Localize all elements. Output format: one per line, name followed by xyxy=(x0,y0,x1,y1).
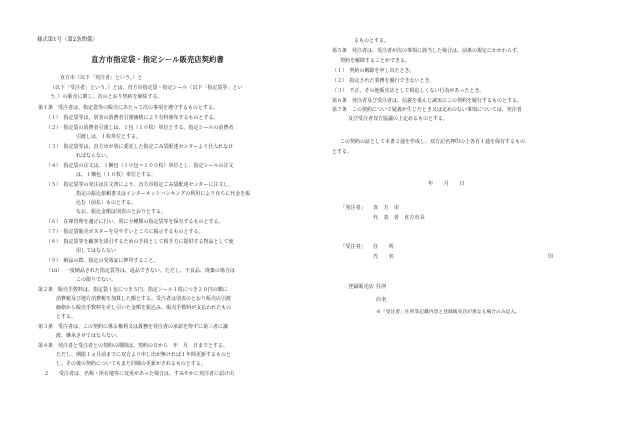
receiver-address-label: 住 所 xyxy=(373,244,394,250)
text-line: 価格から販売手数料を差し引いた金額を振込み、販売手数料が支払われたもの xyxy=(56,305,232,311)
store-label: 登録販売店 xyxy=(348,284,374,290)
text-line: は、１梱包（１０枚）単位とする。 xyxy=(76,172,157,178)
text-line: とする。 xyxy=(332,149,353,155)
text-line: とする。 xyxy=(56,314,77,320)
text-line: （６） 在庫管理を適正に行い、常に全種類の指定袋等を保有するものとする。 xyxy=(46,219,224,225)
receiver-label: 「受注者」 xyxy=(340,244,366,250)
text-line: （以下「受注者」という。）とは、直方市指定袋・指定シール（以下「指定袋等」とい xyxy=(50,85,243,91)
text-line: 第６条 発注者及び受注者は、信義を重んじ誠実にこの契約を履行するものとする。 xyxy=(332,98,523,104)
issuer-rep-name: 直方市長 xyxy=(404,215,425,221)
document-title: 直方市指定袋・指定シール販売店契約書 xyxy=(91,55,224,64)
text-line: 第１条 受注者は、指定袋等の販売にあたって次の事項を遵守するものとする。 xyxy=(38,105,219,111)
text-line: この限りでない。 xyxy=(76,277,117,283)
text-line: （８） 指定袋等を顧客を誘引するための手段として相手方に提供する物品として使 xyxy=(46,239,234,245)
text-line: （４） 指定袋の注文は、１梱包（１０包＝１００枚）単位とし、指定シールの注文 xyxy=(46,163,234,169)
text-line: なお、振込金額は別表のとおりとする。 xyxy=(76,209,167,215)
text-line: 及び受注者双方協議の上定めるものとする。 xyxy=(348,116,449,122)
text-line: 渡、継承させてはならない。 xyxy=(56,333,122,339)
text-line: 契約を解除することができる。 xyxy=(340,58,411,64)
text-line: 第３条 受注者は、この契約に係る権利又は義務を発注者の承認を得ずに第三者に譲 xyxy=(38,324,229,330)
text-line: （５） 指定袋等の発注は注文書により、直方市指定ごみ袋配達センターに注文し、 xyxy=(46,182,234,188)
text-line: （３） 不正、その他販売店として相応しくない行為があったとき。 xyxy=(332,88,485,94)
text-line: （２） 指定袋の消費者引渡しは、１包（１０枚）単位とする。指定シールの消費者 xyxy=(46,125,234,131)
text-line: 指定の振込依頼書又はインターネットバンキングの利用により直ちに代金を振 xyxy=(76,191,251,197)
text-line: 消費税及び地方消費税を加算した額とする。受注者は別表のとおり販売店引渡 xyxy=(56,296,232,302)
text-line: この契約の証として本書２通を作成し、双方記名押印の上各自１通を保有するもの xyxy=(340,139,526,145)
text-line: （１） 指定袋等は、別表の消費者引渡価格により有料頒布するものとする。 xyxy=(46,115,219,121)
text-line: 第４条 発注者と受注者との契約の期間は、契約の日から 年 月 日までとする。 xyxy=(38,343,229,349)
text-line: 第７条 この契約について疑義が生じたとき又は定めのない事項については、発注者 xyxy=(332,107,522,113)
receiver-name-label: 氏 名 xyxy=(373,254,394,260)
issuer-label: 「発注者」 xyxy=(340,205,366,211)
text-line: （２） 指定された業務を履行できないとき。 xyxy=(332,78,435,84)
text-line: し、その後の契約についてもまた同様の更新がされるものとする。 xyxy=(56,361,206,367)
form-number: 様式第1号（第2条関係） xyxy=(37,37,98,43)
text-line: るものとする。 xyxy=(354,38,390,44)
text-line: 用してはならない xyxy=(76,248,117,254)
contract-date: 年 月 日 xyxy=(428,181,465,187)
text-line: 第２条 販売手数料は、指定袋１包につき５円、指定シール１枚につき２０円の額に xyxy=(38,287,228,293)
store-name-label: 店名 xyxy=(376,297,387,303)
text-line: （10） 一度納品された指定袋等は、返品できない。ただし、不良品、廃棄の場合は xyxy=(46,268,235,274)
store-note: ※「受注者」住所等記載内容と登録販売店が異なる場合のみ記入。 xyxy=(376,310,520,315)
right-page xyxy=(315,0,630,440)
text-line: 引渡しは、１枚単位とする。 xyxy=(76,134,142,140)
text-line: う。）の販売に関し、次のとおり契約を締結する。 xyxy=(50,94,163,100)
text-line: 直方市（以下「発注者」という。）と xyxy=(60,75,143,81)
issuer-rep-label: 代 表 者 xyxy=(373,215,399,221)
text-line: 第５条 発注者は、受注者が次の事項に該当した場合は、前条の規定にかかわらず、 xyxy=(332,48,522,54)
text-line: 込む（前払）ものとする。 xyxy=(76,200,137,206)
store-address-label: 住所 xyxy=(376,284,387,290)
seal-mark: 印 xyxy=(548,254,554,260)
text-line: ２ 受注者は、名称・所在地等に変更があった場合は、すみやかに発注者に届け出 xyxy=(44,371,234,377)
text-line: ただし、期限１ヵ月前までに双方より申し出が無ければ１年間更新するものと xyxy=(56,352,232,358)
text-line: （７） 指定袋販売ポスターを見やすいところに掲示するものとする。 xyxy=(46,229,204,235)
issuer-address-label: 直 方 市 xyxy=(373,205,399,211)
text-line: （１） 契約の解除を申し出たとき。 xyxy=(332,68,415,74)
text-line: ればならない。 xyxy=(76,153,112,159)
text-line: （９） 納品の際、指定の受領証に押印すること。 xyxy=(46,258,159,264)
text-line: （３） 指定袋等は、直方市が別に委託した指定ごみ袋配達センターより仕入れなけ xyxy=(46,144,234,150)
